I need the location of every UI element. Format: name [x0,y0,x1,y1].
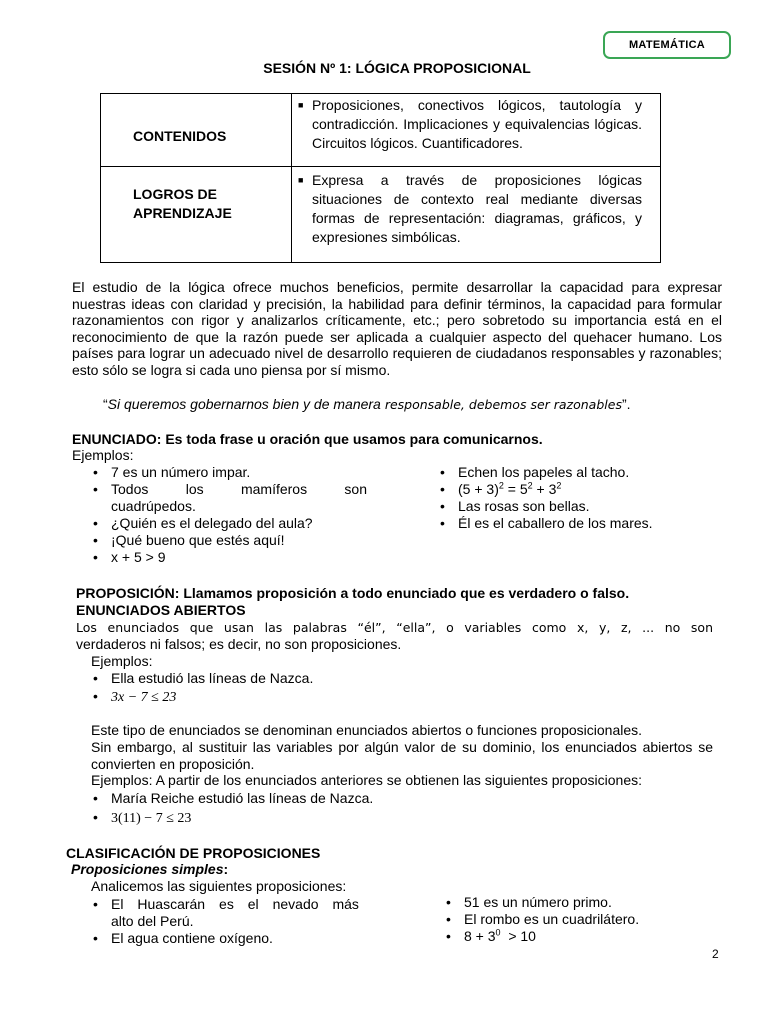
simple-right-list [444,894,714,945]
list-item-continuation: cuadrúpedos. [111,498,196,514]
list-item: • $8 + 3^0 > 10$ [446,927,536,944]
list-item: • Las rosas son bellas. [440,498,590,514]
list-item: • Él es el caballero de los mares. [440,515,653,531]
open-note-1: Este tipo de enunciados se denominan enunciados abiertos o funciones proposicionales. [91,722,643,738]
open-statements-text-1: Los enunciados que usan las palabras “él”, “ella”, o variables como x, y, z, ... no son [76,620,713,635]
page-title: SESIÓN Nº 1: LÓGICA PROPOSICIONAL [263,60,531,76]
achievements-label-2: APRENDIZAJE [133,205,232,221]
list-item: • Todos los mamíferos son [93,481,367,497]
subject-badge: MATEMÁTICA [603,31,731,59]
list-item: • ¿Quién es el delegado del aula? [93,515,313,531]
objectives-table [100,93,661,263]
proposition-examples-label: Ejemplos: [91,653,153,669]
contents-text-cell [292,94,661,167]
simple-propositions-label: Proposiciones simples: [71,861,229,877]
open-statements-heading: ENUNCIADOS ABIERTOS [76,602,246,618]
square-bullet-icon: ■ [298,100,304,110]
contents-text: Proposiciones, conectivos lógicos, tautología y contradicción. Implicaciones y equivalencias lógicas. Circuitos lógicos. Cuantificadores. [312,97,642,151]
list-item: • El rombo es un cuadrilátero. [446,911,640,927]
statement-examples-label: Ejemplos: [72,447,134,463]
list-item: • $(5 + 3)^2 = 5^2 + 3^2$ [440,480,562,497]
list-item-continuation: alto del Perú. [111,913,194,929]
achievements-text-cell [292,167,661,263]
list-item: • 51 es un número primo. [446,894,612,910]
square-bullet-icon: ■ [298,175,304,185]
intro-quote: “Si queremos gobernarnos bien y de manera responsable, debemos ser razonables”. [103,396,631,412]
page-number: 2 [712,947,719,961]
statement-left-list [91,464,367,566]
open-note-2: Sin embargo, al sustituir las variables por algún valor de su dominio, los enunciados abiertos se convierten en proposición. [91,739,713,772]
list-item: • El agua contiene oxígeno. [93,930,273,946]
contents-label: CONTENIDOS [133,128,227,144]
contents-label-cell [101,94,292,167]
classification-intro: Analicemos las siguientes proposiciones: [91,878,347,894]
list-item: • Ella estudió las líneas de Nazca. [93,670,314,686]
achievements-text: Expresa a través de proposiciones lógicas situaciones de contexto real mediante diversas formas de representación: diagramas, gráficos, y expresiones simbólicas. [312,172,642,245]
open-note-3: Ejemplos: A partir de los enunciados anteriores se obtienen las siguientes proposiciones: [91,772,642,788]
achievements-label-cell [101,167,292,263]
list-item: • 7 es un número impar. [93,464,251,480]
list-item: • 3(11) − 7 ≤ 23 [93,809,192,826]
proposition-heading: PROPOSICIÓN: Llamamos proposición a todo enunciado que es verdadero o falso. [76,585,630,601]
list-item: • ¡Qué bueno que estés aquí! [93,532,285,548]
classification-heading: CLASIFICACIÓN DE PROPOSICIONES [66,845,321,861]
list-item: • María Reiche estudió las líneas de Nazca. [93,790,374,806]
statement-heading: ENUNCIADO: Es toda frase u oración que usamos para comunicarnos. [72,431,543,447]
open-statements-text-2: verdaderos ni falsos; es decir, no son proposiciones. [76,636,402,652]
list-item: • Echen los papeles al tacho. [440,464,630,480]
list-item: • x + 5 > 9 [93,549,166,565]
proposition-examples-list [91,790,491,827]
statement-right-list [438,464,718,532]
list-item: • El Huascarán es el nevado más [93,896,359,912]
simple-left-list [91,896,359,947]
list-item: • 3x − 7 ≤ 23 [93,688,177,705]
achievements-label-1: LOGROS DE [133,186,218,202]
open-examples-list [91,670,491,706]
intro-paragraph: El estudio de la lógica ofrece muchos beneficios, permite desarrollar la capacidad para expresar nuestras ideas con claridad y precisión, la habilidad para definir términos, la capacidad para formular razonamientos con rigor y analizarlos críticamente, etc.; pero sobretodo su importancia está en el reconocimiento de que la razón puede ser aplicada a cualquier aspecto del quehacer humano. Los países para lograr un adecuado nivel de desarrollo requieren de ciudadanos responsables y razonables; esto sólo se logra si cada uno piensa por sí mismo. [72,279,722,378]
